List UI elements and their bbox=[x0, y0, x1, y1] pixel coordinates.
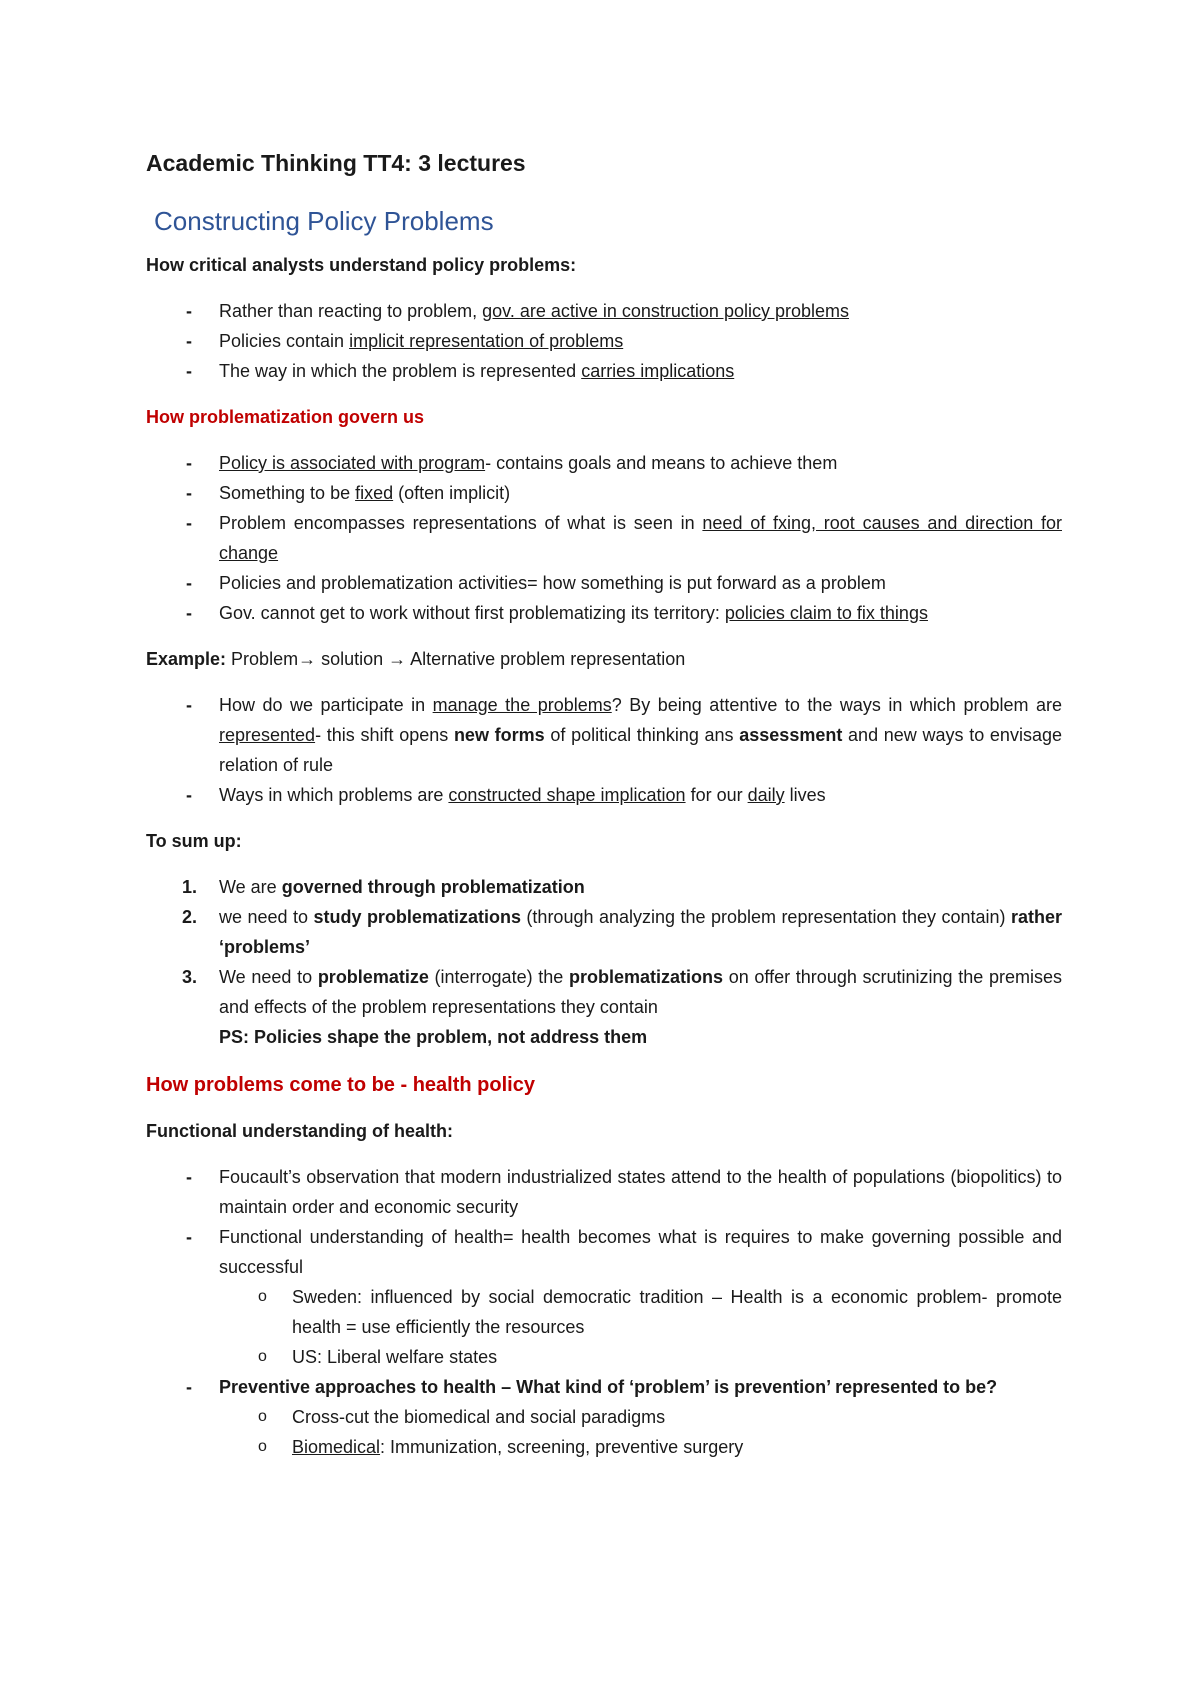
item-text: Ways in which problems are bbox=[219, 785, 449, 805]
item-text: for our bbox=[685, 785, 748, 805]
item-text: We need to bbox=[219, 967, 318, 987]
item-text: We are bbox=[219, 877, 282, 897]
document-title: Academic Thinking TT4: 3 lectures bbox=[146, 150, 526, 176]
list-item bbox=[146, 356, 1062, 386]
item-bold: problematize bbox=[317, 967, 429, 987]
sub-list-item bbox=[146, 1402, 1062, 1432]
example-label: Example: bbox=[146, 649, 227, 669]
list-item bbox=[146, 598, 1062, 628]
item-text: (interrogate) the bbox=[428, 967, 569, 987]
sub-list bbox=[219, 1402, 1062, 1462]
list-number: 2. bbox=[182, 907, 198, 927]
item-text: The way in which the problem is represented bbox=[219, 361, 582, 381]
item-text: on offer through scrutinizing the premises and effects of the problem representations they contain bbox=[219, 967, 1062, 1017]
item-text: and new ways to envisage relation of rule bbox=[219, 725, 1062, 775]
item-text: - this shift opens bbox=[315, 725, 454, 745]
item-bold: governed through problematization bbox=[281, 877, 585, 897]
item-bold: study problematizations bbox=[313, 907, 521, 927]
section-heading-problematization: How problematization govern us bbox=[146, 407, 425, 427]
list-number: 3. bbox=[182, 967, 198, 987]
list-item bbox=[146, 296, 1062, 326]
item-underlined: daily bbox=[747, 785, 785, 805]
item-text: How do we participate in bbox=[219, 695, 433, 715]
sub-list-item bbox=[146, 1342, 1062, 1372]
list-number: 1. bbox=[182, 877, 198, 897]
sub-list bbox=[219, 1282, 1062, 1372]
list-item bbox=[146, 690, 1062, 780]
item-text: : Immunization, screening, preventive surgery bbox=[380, 1437, 744, 1457]
section-heading-constructing-policy-problems: Constructing Policy Problems bbox=[154, 206, 494, 236]
list-item bbox=[146, 902, 1062, 962]
item-text: ? By being attentive to the ways in which problem are bbox=[611, 695, 1062, 715]
list-item bbox=[146, 962, 1062, 1052]
section3-list bbox=[146, 1162, 1062, 1462]
item-text: Something to be bbox=[219, 483, 356, 503]
sumup-label: To sum up: bbox=[146, 831, 242, 851]
item-text: lives bbox=[784, 785, 826, 805]
list-item bbox=[146, 1162, 1062, 1222]
item-bold: Preventive approaches to health – What kind of ‘problem’ is prevention’ represented to be? bbox=[219, 1377, 998, 1397]
item-underlined: carries implications bbox=[581, 361, 735, 381]
item-underlined: constructed shape implication bbox=[448, 785, 686, 805]
item-bold: new forms bbox=[453, 725, 545, 745]
section2-list bbox=[146, 448, 1062, 628]
item-bold: assessment bbox=[739, 725, 843, 745]
item-text: of political thinking ans bbox=[544, 725, 740, 745]
item-underlined: Biomedical bbox=[292, 1437, 381, 1457]
item-underlined: policies claim to fix things bbox=[724, 603, 928, 623]
item-text: Foucault’s observation that modern industrialized states attend to the health of populations (biopolitics) to maintain order and economic security bbox=[219, 1167, 1062, 1217]
sub-list-item bbox=[146, 1282, 1062, 1342]
item-text: (often implicit) bbox=[393, 483, 511, 503]
item-text: US: Liberal welfare states bbox=[292, 1347, 498, 1367]
item-text: Problem encompasses representations of what is seen in bbox=[219, 513, 703, 533]
section-heading-health-policy: How problems come to be - health policy bbox=[146, 1074, 535, 1096]
item-text: Cross-cut the biomedical and social paradigms bbox=[292, 1407, 666, 1427]
list-item bbox=[146, 1372, 1062, 1462]
list-item bbox=[146, 478, 1062, 508]
list-item bbox=[146, 448, 1062, 478]
item-underlined: fixed bbox=[355, 483, 394, 503]
item-text: Sweden: influenced by social democratic tradition – Health is a economic problem- promote health = use efficiently the resources bbox=[292, 1287, 1062, 1337]
list-item bbox=[146, 326, 1062, 356]
section1-label: How critical analysts understand policy problems: bbox=[146, 255, 577, 275]
item-underlined: manage the problems bbox=[432, 695, 612, 715]
item-text: we need to bbox=[219, 907, 314, 927]
item-text: Functional understanding of health= health becomes what is requires to make governing possible and successful bbox=[219, 1227, 1062, 1277]
item-text: Gov. cannot get to work without first problematizing its territory: bbox=[219, 603, 725, 623]
section1-list bbox=[146, 296, 1062, 386]
list-item bbox=[146, 508, 1062, 568]
item-bold: problematizations bbox=[568, 967, 724, 987]
item-underlined: represented bbox=[219, 725, 316, 745]
ps-note: PS: Policies shape the problem, not address them bbox=[219, 1027, 648, 1047]
example-list bbox=[146, 690, 1062, 810]
item-underlined: Policy is associated with program bbox=[219, 453, 486, 473]
item-bold: rather ‘problems’ bbox=[219, 907, 1062, 957]
sumup-list bbox=[146, 872, 1062, 1052]
example-text: Problem→ solution → Alternative problem representation bbox=[226, 649, 686, 669]
list-item bbox=[146, 780, 1062, 810]
list-item bbox=[146, 568, 1062, 598]
sub-list-item bbox=[146, 1432, 1062, 1462]
list-item bbox=[146, 872, 1062, 902]
item-text: Policies and problematization activities= how something is put forward as a problem bbox=[219, 573, 886, 593]
example-line bbox=[146, 644, 1062, 674]
section3-label: Functional understanding of health: bbox=[146, 1121, 453, 1141]
item-text: Policies contain bbox=[219, 331, 350, 351]
item-text: - contains goals and means to achieve them bbox=[485, 453, 838, 473]
item-underlined: gov. are active in construction policy problems bbox=[482, 301, 849, 321]
item-text: (through analyzing the problem representation they contain) bbox=[520, 907, 1011, 927]
list-item bbox=[146, 1222, 1062, 1372]
item-underlined: need of fxing, root causes and direction for change bbox=[219, 513, 1062, 563]
item-underlined: implicit representation of problems bbox=[349, 331, 624, 351]
item-text: Rather than reacting to problem, bbox=[219, 301, 483, 321]
